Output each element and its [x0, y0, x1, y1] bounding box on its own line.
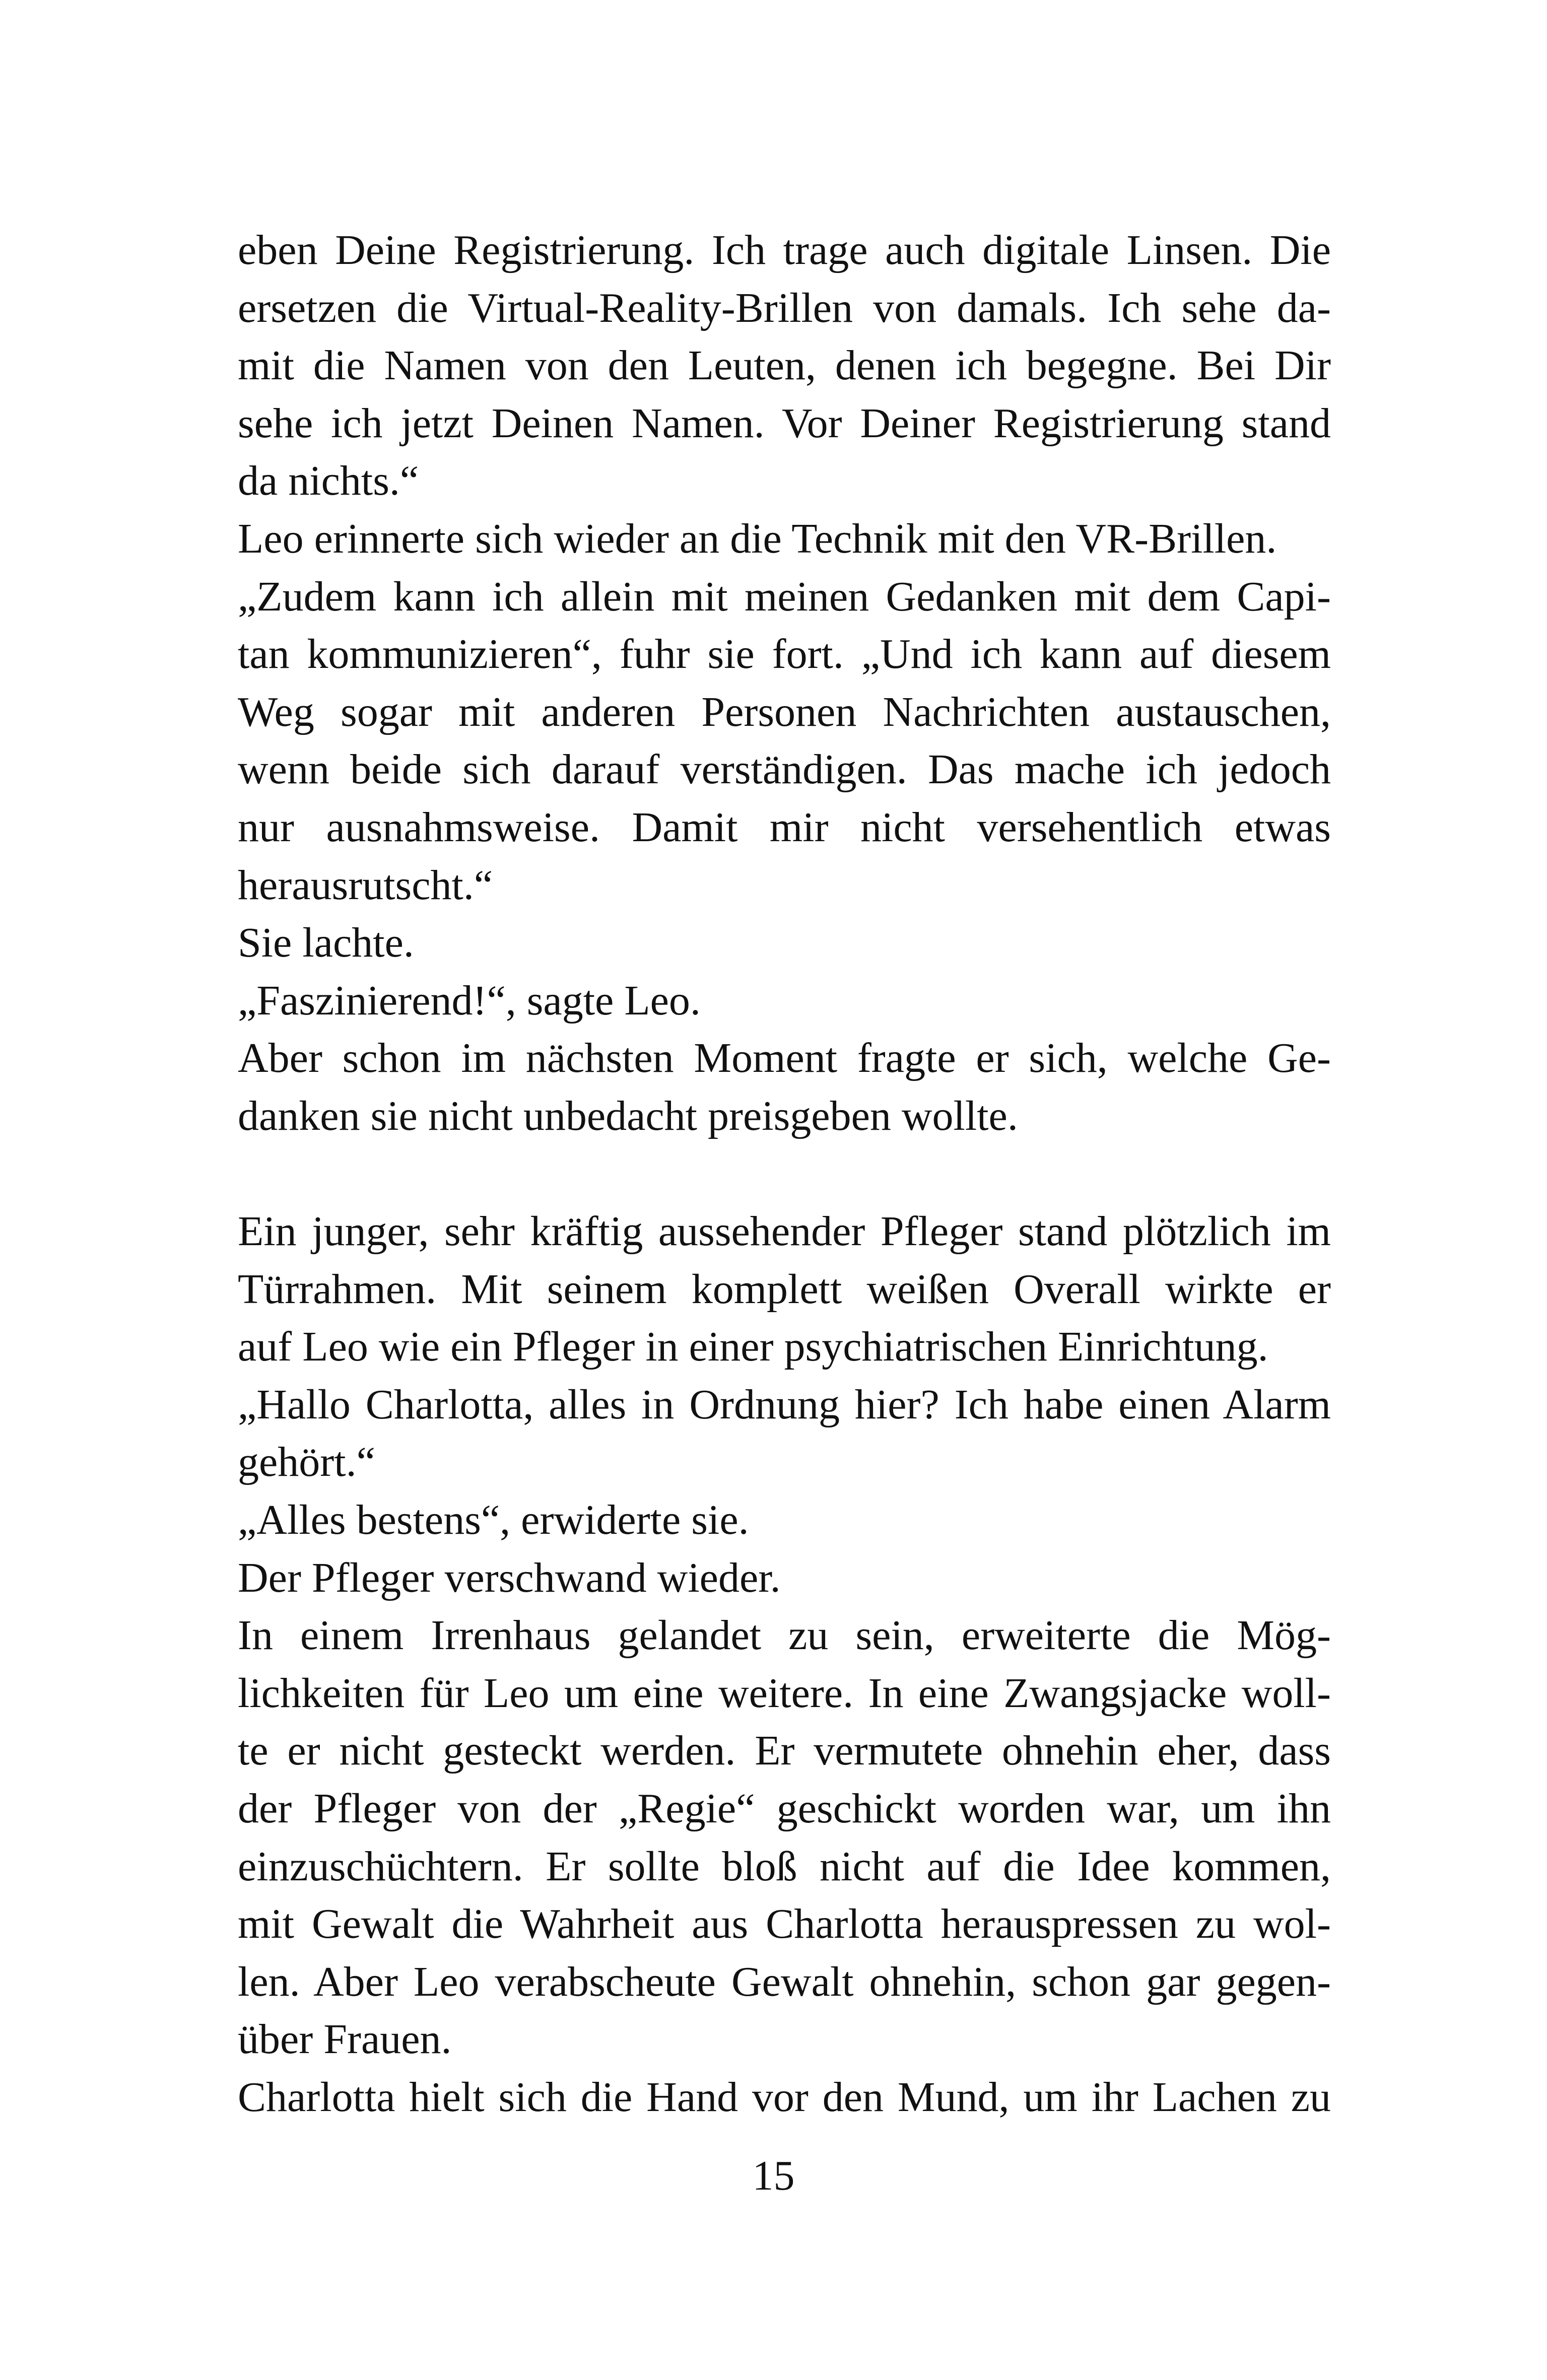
- text-line: der Pfleger von der „Regie“ geschickt worden war, um ihn: [238, 1785, 1331, 1832]
- text-line: len. Aber Leo verabscheute Gewalt ohnehin, schon gar gegen-: [238, 1958, 1331, 2005]
- text-line: „Hallo Charlotta, alles in Ordnung hier? Ich habe einen Alarm: [238, 1381, 1331, 1428]
- text-line: nur ausnahmsweise. Damit mir nicht versehentlich etwas: [238, 803, 1331, 851]
- text-line: wenn beide sich darauf verständigen. Das mache ich jedoch: [238, 746, 1331, 793]
- text-line: Weg sogar mit anderen Personen Nachrichten austauschen,: [238, 688, 1331, 735]
- text-line: Ein junger, sehr kräftig aussehender Pfleger stand plötzlich im: [238, 1208, 1331, 1255]
- text-line: ersetzen die Virtual-Reality-Brillen von damals. Ich sehe da-: [238, 284, 1331, 331]
- text-line: Aber schon im nächsten Moment fragte er sich, welche Ge-: [238, 1035, 1331, 1082]
- text-line: „Zudem kann ich allein mit meinen Gedanken mit dem Capi-: [238, 573, 1331, 620]
- text-line: Charlotta hielt sich die Hand vor den Mund, um ihr Lachen zu: [238, 2074, 1331, 2121]
- text-line: te er nicht gesteckt werden. Er vermutete ohnehin eher, dass: [238, 1727, 1331, 1775]
- text-line: In einem Irrenhaus gelandet zu sein, erweiterte die Mög-: [238, 1612, 1331, 1659]
- text-line: „Faszinierend!“, sagte Leo.: [238, 977, 701, 1024]
- text-line: gehört.“: [238, 1439, 375, 1486]
- text-line: mit Gewalt die Wahrheit aus Charlotta herauspressen zu wol-: [238, 1900, 1331, 1948]
- text-line: Türrahmen. Mit seinem komplett weißen Overall wirkte er: [238, 1265, 1331, 1313]
- text-line: Leo erinnerte sich wieder an die Technik mit den VR-Brillen.: [238, 515, 1277, 562]
- text-line: eben Deine Registrierung. Ich trage auch digitale Linsen. Die: [238, 227, 1331, 274]
- text-line: über Frauen.: [238, 2016, 452, 2063]
- body-text: [238, 222, 1331, 2127]
- text-line: da nichts.“: [238, 457, 419, 505]
- text-line: mit die Namen von den Leuten, denen ich begegne. Bei Dir: [238, 342, 1331, 389]
- text-line: Der Pfleger verschwand wieder.: [238, 1554, 781, 1601]
- text-line: lichkeiten für Leo um eine weitere. In eine Zwangsjacke woll-: [238, 1669, 1331, 1717]
- text-line: „Alles bestens“, erwiderte sie.: [238, 1497, 749, 1544]
- text-line: einzuschüchtern. Er sollte bloß nicht auf die Idee kommen,: [238, 1843, 1331, 1890]
- text-line: tan kommunizieren“, fuhr sie fort. „Und ich kann auf diesem: [238, 631, 1331, 678]
- text-line: sehe ich jetzt Deinen Namen. Vor Deiner Registrierung stand: [238, 399, 1331, 447]
- blank-line: [238, 1145, 1331, 1203]
- text-line: auf Leo wie ein Pfleger in einer psychiatrischen Einrichtung.: [238, 1323, 1268, 1371]
- text-line: herausrutscht.“: [238, 861, 493, 909]
- text-line: Sie lachte.: [238, 919, 414, 967]
- text-line: danken sie nicht unbedacht preisgeben wollte.: [238, 1092, 1018, 1139]
- page-number: 15: [752, 2152, 795, 2199]
